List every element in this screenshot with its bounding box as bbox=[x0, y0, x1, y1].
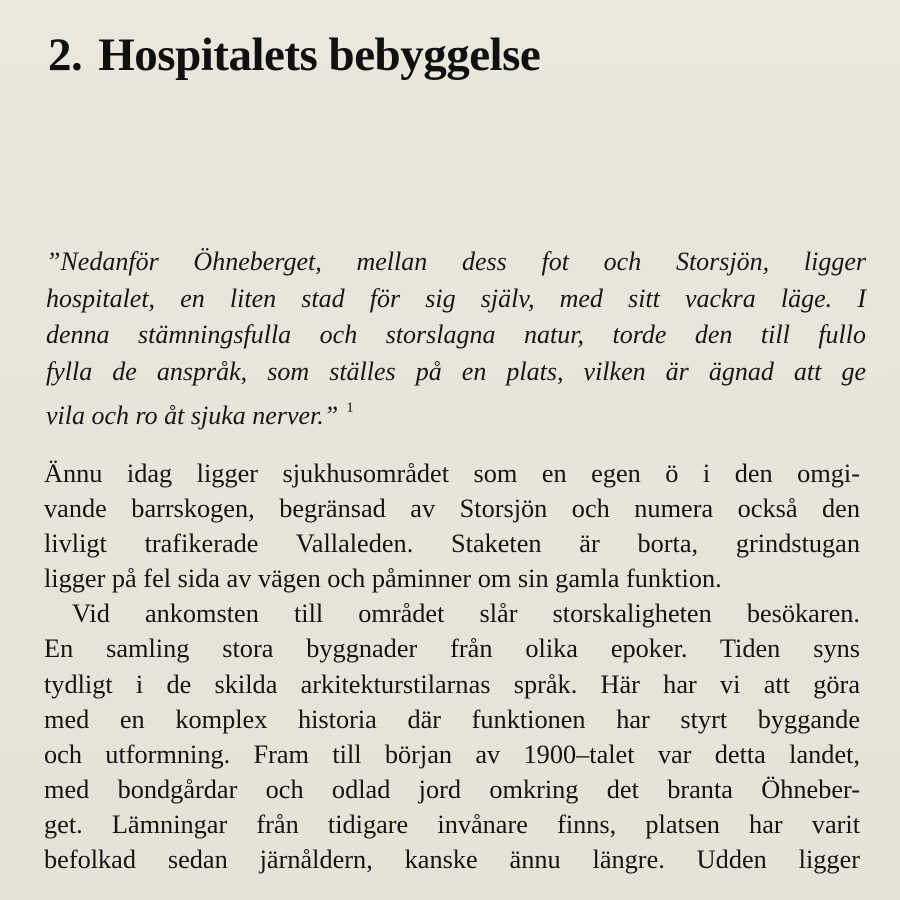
paragraph-line: och utformning. Fram till början av 1900–talet var detta landet, bbox=[44, 739, 860, 769]
chapter-number: 2. bbox=[48, 29, 83, 81]
paragraph-line: Ännu idag ligger sjukhusområdet som en egen ö i den omgi- bbox=[44, 459, 860, 488]
paragraph-line: get. Lämningar från tidigare invånare finns, platsen har varit bbox=[44, 809, 860, 839]
quote-line: fylla de anspråk, som ställes på en plats, vilken är ägnad att ge bbox=[46, 356, 866, 386]
body-text bbox=[44, 456, 860, 877]
paragraph-line: Vid ankomsten till området slår storskaligheten besökaren. bbox=[72, 599, 860, 629]
paragraph-line: befolkad sedan järnåldern, kanske ännu längre. Udden ligger bbox=[44, 845, 860, 875]
chapter-heading bbox=[48, 30, 540, 82]
chapter-title: Hospitalets bebyggelse bbox=[98, 29, 541, 81]
paragraph-line: med en komplex historia där funktionen har styrt byggande bbox=[44, 704, 860, 734]
paragraph-line: livligt trafikerade Vallaleden. Staketen är borta, grindstugan bbox=[44, 529, 860, 559]
paragraph-line: En samling stora byggnader från olika epoker. Tiden syns bbox=[44, 634, 860, 664]
epigraph-quote bbox=[46, 244, 866, 435]
paragraph-line: med bondgårdar och odlad jord omkring det branta Öhneber- bbox=[44, 774, 860, 804]
quote-line-last bbox=[46, 390, 866, 435]
footnote-marker: 1 bbox=[346, 400, 354, 416]
quote-line: ”Nedanför Öhneberget, mellan dess fot och Storsjön, ligger bbox=[46, 247, 866, 276]
quote-line: denna stämningsfulla och storslagna natur, torde den till fullo bbox=[46, 320, 866, 349]
paragraph-line: vande barrskogen, begränsad av Storsjön och numera också den bbox=[44, 494, 860, 524]
quote-line: hospitalet, en liten stad för sig själv, med sitt vackra läge. I bbox=[46, 283, 866, 313]
quote-line: vila och ro åt sjuka nerver.” bbox=[46, 401, 339, 430]
paragraph-line: ligger på fel sida av vägen och påminner om sin gamla funktion. bbox=[44, 564, 722, 594]
paragraph-line: tydligt i de skilda arkitekturstilarnas språk. Här har vi att göra bbox=[44, 669, 860, 699]
